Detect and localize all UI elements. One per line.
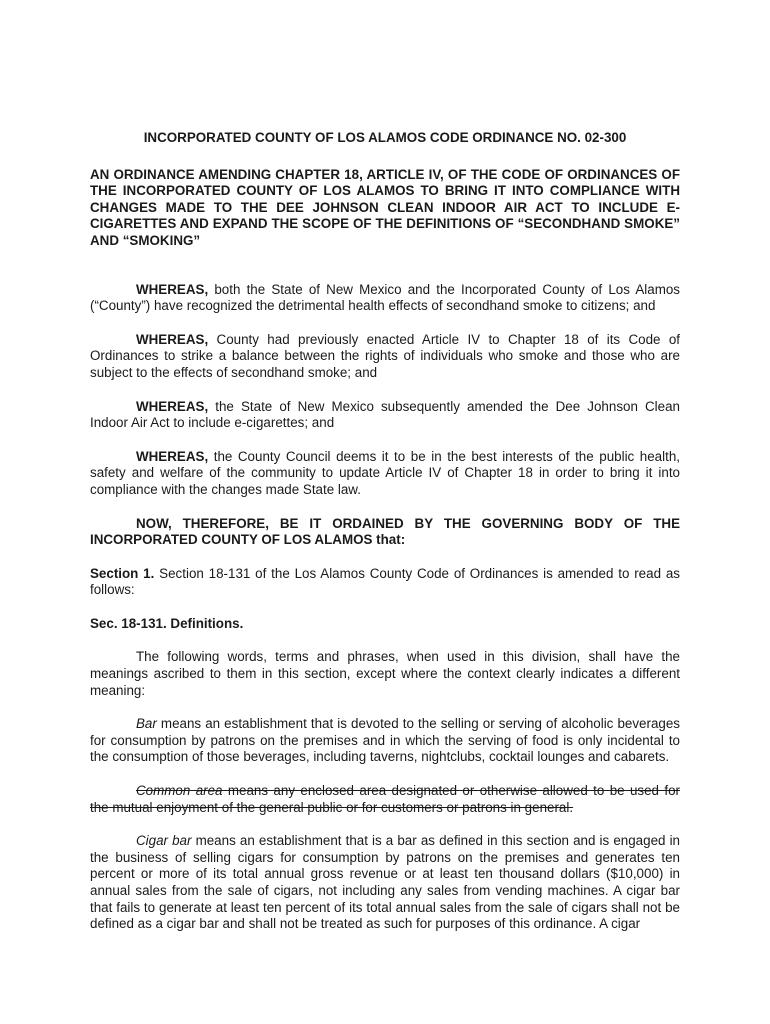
definitions-intro: The following words, terms and phrases, when used in this division, shall have the meanings ascribed to them in this section, except where the context clearly indicates a different meaning: [90,649,680,698]
definition-term: Common area [136,783,223,799]
whereas-lead: WHEREAS, [136,398,209,414]
whereas-text: both the State of New Mexico and the Incorporated County of Los Alamos (“County”) have recognized the detrimental health effects of secondhand smoke to citizens; and [90,281,680,314]
section-1-paragraph [90,566,680,599]
whereas-paragraph-4 [90,449,680,499]
whereas-lead: WHEREAS, [136,448,209,464]
definition-bar [90,716,680,766]
definition-cigar-bar [90,833,680,933]
definition-text: means an establishment that is a bar as defined in this section and is engaged in the business of selling cigars for consumption by patrons on the premises and generates ten percent or more of its total annual gross revenue or at least ten thousand dollars ($10,000) in annual sales from the sale of cigars, not including any sales from vending machines. A cigar bar that fails to generate at least ten percent of its total annual sales from the sale of cigars shall not be defined as a cigar bar and shall not be treated as such for purposes of this ordinance. A cigar [90,833,680,932]
whereas-paragraph-1 [90,282,680,315]
whereas-lead: WHEREAS, [136,281,209,297]
ordinance-subtitle: AN ORDINANCE AMENDING CHAPTER 18, ARTICLE IV, OF THE CODE OF ORDINANCES OF THE INCORPORATED COUNTY OF LOS ALAMOS TO BRING IT INTO COMPLIANCE WITH CHANGES MADE TO THE DEE JOHNSON CLEAN INDOOR AIR ACT TO INCLUDE E-CIGARETTES AND EXPAND THE SCOPE OF THE DEFINITIONS OF “SECONDHAND SMOKE” AND “SMOKING” [90,166,680,248]
whereas-lead: WHEREAS, [136,331,209,347]
whereas-paragraph-3 [90,399,680,432]
document-page [90,130,680,950]
document-title: INCORPORATED COUNTY OF LOS ALAMOS CODE ORDINANCE NO. 02-300 [143,130,627,145]
ordained-clause: NOW, THEREFORE, BE IT ORDAINED BY THE GOVERNING BODY OF THE INCORPORATED COUNTY OF LOS ALAMOS that: [90,515,680,548]
whereas-text: County had previously enacted Article IV to Chapter 18 of its Code of Ordinances to strike a balance between the rights of individuals who smoke and those who are subject to the effects of secondhand smoke; and [90,331,680,380]
definition-text: means an establishment that is devoted to the selling or serving of alcoholic beverages for consumption by patrons on the premises and in which the serving of food is only incidental to the consumption of those beverages, including taverns, nightclubs, cocktail lounges and cabarets. [90,716,680,765]
definition-common-area-struck [90,783,680,816]
definition-term: Cigar bar [136,833,192,849]
section-1-text: Section 18-131 of the Los Alamos County Code of Ordinances is amended to read as follows: [90,565,680,598]
definition-term: Bar [136,716,157,732]
whereas-text: the State of New Mexico subsequently amended the Dee Johnson Clean Indoor Air Act to include e-cigarettes; and [90,398,680,431]
section-1-lead: Section 1. [90,565,155,581]
whereas-text: the County Council deems it to be in the best interests of the public health, safety and welfare of the community to update Article IV of Chapter 18 in order to bring it into compliance with the changes made State law. [90,448,680,497]
definition-text: means any enclosed area designated or otherwise allowed to be used for the mutual enjoyment of the general public or for customers or patrons in general. [90,783,681,815]
definitions-heading: Sec. 18-131. Definitions. [90,615,244,631]
whereas-paragraph-2 [90,332,680,382]
